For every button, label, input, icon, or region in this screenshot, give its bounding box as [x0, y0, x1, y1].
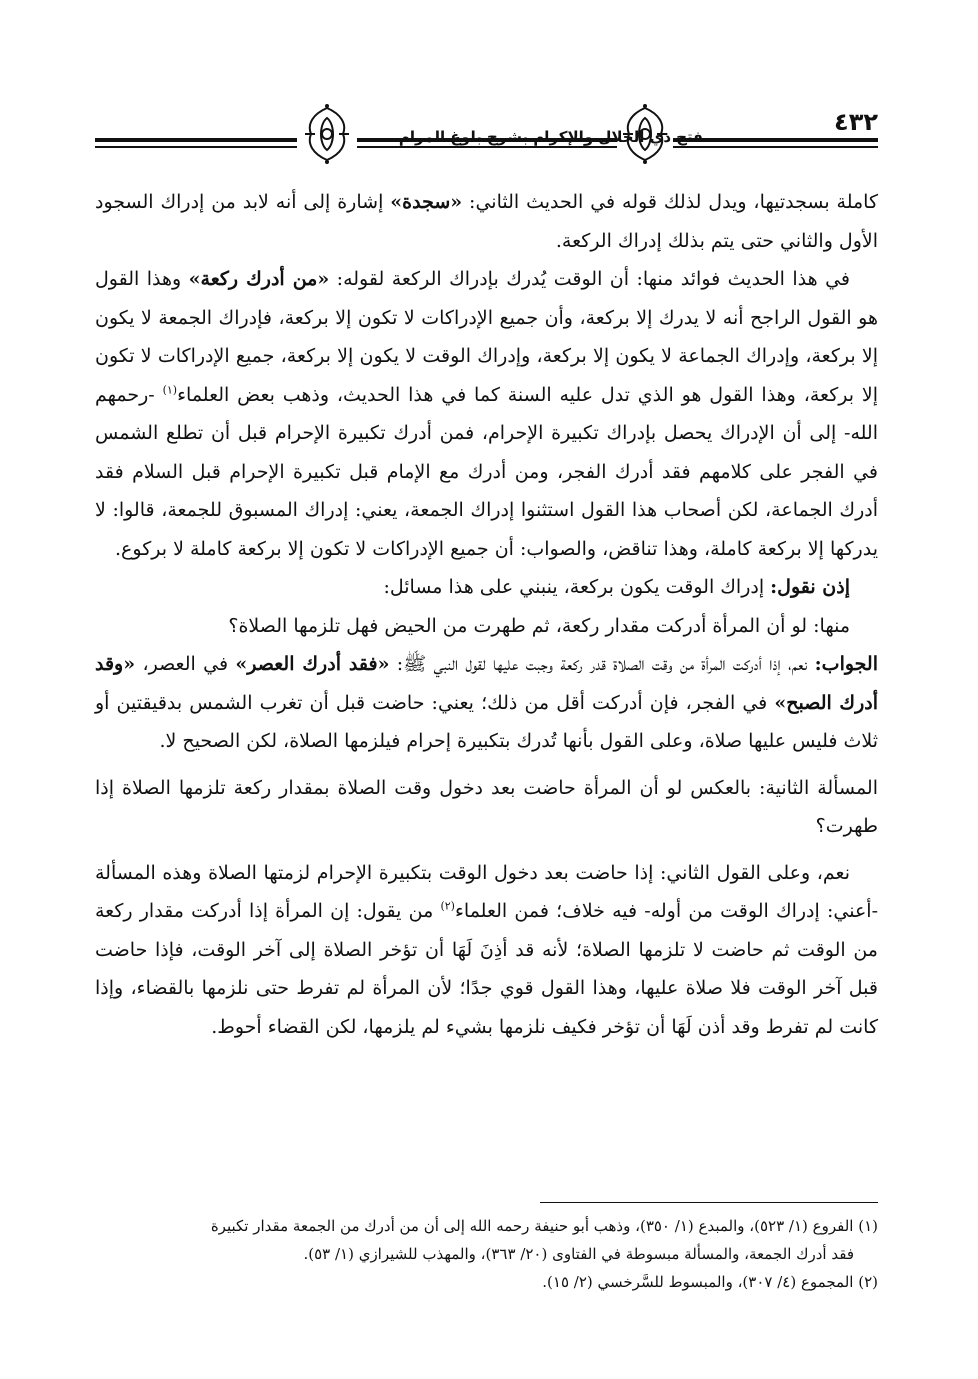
header-rule-left — [95, 138, 297, 142]
footnotes — [95, 1212, 878, 1296]
header-rule-right — [673, 138, 878, 142]
paragraph: كاملة بسجدتيها، ويدل لذلك قوله في الحديث الثاني: «سجدة» إشارة إلى أنه لابد من إدراك السجود الأول والثاني حتى يتم بذلك إدراك الركعة. — [95, 191, 879, 252]
footnote-ref: (١) — [162, 383, 178, 397]
page-header — [95, 100, 878, 175]
paragraph: الجواب: نعم، إذا أدركت المرأة من وقت الصلاة قدر ركعة وجبت عليها لقول النبي ﷺ: «فقد أدرك العصر» في العصر، «وقد أدرك الصبح» في الفجر، فإن أدركت أقل من ذلك؛ يعني: حاضت قبل أن تغرب الشمس بدقيقتين أو ثلاث فليس عليها صلاة، وعلى القول بأنها تُدرك بتكبيرة إحرام فيلزمها الصلاة، لكن الصحيح لا. — [95, 653, 879, 752]
header-rule-left-thin — [95, 146, 297, 148]
page-number: ٤٣٢ — [834, 108, 878, 136]
main-text — [95, 183, 878, 1046]
paragraph: إذن نقول: إدراك الوقت يكون بركعة، ينبني على هذا مسائل: — [383, 576, 850, 598]
paragraph: نعم، وعلى القول الثاني: إذا حاضت بعد دخول الوقت بتكبيرة الإحرام لزمتها الصلاة وهذه المسألة -أعني: إدراك الوقت من أوله- فيه خلاف؛ فمن العلماء$^{(٢)}$ من يقول: إن المرأة إذا أدركت مقدار ركعة من الوقت ثم حاضت لا تلزمها الصلاة؛ لأنه قد أذِنَ لَهَا أن تؤخر الصلاة إلى آخر الوقت، فإذا حاضت قبل آخر الوقت فلا صلاة عليها، وهذا القول قوي جدًا؛ لأن المرأة لم تفرط حتى نلزمها بالقضاء، وإذا كانت لم تفرط وقد أذن لَهَا أن تؤخر فكيف نلزمها بشيء لم يلزمها، لكن القضاء أحوط. — [95, 861, 878, 1038]
footnote-divider — [540, 1202, 878, 1203]
book-title: فتح ذي الجلال والإكرام بشرح بلوغ المرام — [398, 128, 703, 146]
paragraph: المسألة الثانية: بالعكس لو أن المرأة حاضت بعد دخول وقت الصلاة بمقدار ركعة تلزمها الصلاة إذا طهرت؟ — [95, 776, 879, 837]
header-rule-center-thin — [357, 146, 617, 148]
paragraph: في هذا الحديث فوائد منها: أن الوقت يُدرك بإدراك الركعة لقوله: «من أدرك ركعة» وهذا القول هو القول الراجح أنه لا يدرك إلا بركعة، وأن جميع الإدراكات لا تكون إلا بركعة، فإدراك الجمعة لا يكون إلا بركعة، وإدراك الجماعة لا يكون إلا بركعة، وإدراك الوقت لا يكون إلا بركعة، جميع الإدراكات لا تكون إلا بركعة، وهذا القول هو الذي تدل عليه السنة كما في هذا الحديث، وذهب بعض العلماء$^{(١)}$ -رحمهم الله- إلى أن الإدراك يحصل بإدراك تكبيرة الإحرام، فمن أدرك تكبيرة الإحرام قبل أن تطلع الشمس في الفجر على كلامهم فقد أدرك الفجر، ومن أدرك مع الإمام قبل تكبيرة الإحرام قبل السلام فقد أدرك الجماعة، لكن أصحاب هذا القول استثنوا إدراك الجمعة، يعني: إدراك المسبوق للجمعة، قالوا: لا يدركها إلا بركعة كاملة، وهذا تناقض، والصواب: أن جميع الإدراكات لا تكون إلا بركعة كاملة لا بركوع. — [95, 268, 878, 560]
paragraph: منها: لو أن المرأة أدركت مقدار ركعة، ثم طهرت من الحيض فهل تلزمها الصلاة؟ — [228, 614, 850, 637]
footnote-ref: (٢) — [440, 899, 455, 913]
footnote-2: (٢) المجموع (٤/ ٣٠٧)، والمبسوط للسَّرخسي (٢/ ١٥). — [542, 1273, 878, 1291]
footnote-1-continued: فقد أدرك الجمعة، والمسألة مبسوطة في الفتاوى (٢٠/ ٣٦٣)، والمهذب للشيرازي (١/ ٥٣). — [303, 1245, 854, 1263]
footnote-1: (١) الفروع (١/ ٥٢٣)، والمبدع (١/ ٣٥٠)، وذهب أبو حنيفة رحمه الله إلى أن من أدرك من الجمعة مقدار تكبيرة — [210, 1217, 878, 1235]
floral-ornament-icon — [301, 104, 353, 164]
header-rule-right-thin — [673, 146, 878, 148]
